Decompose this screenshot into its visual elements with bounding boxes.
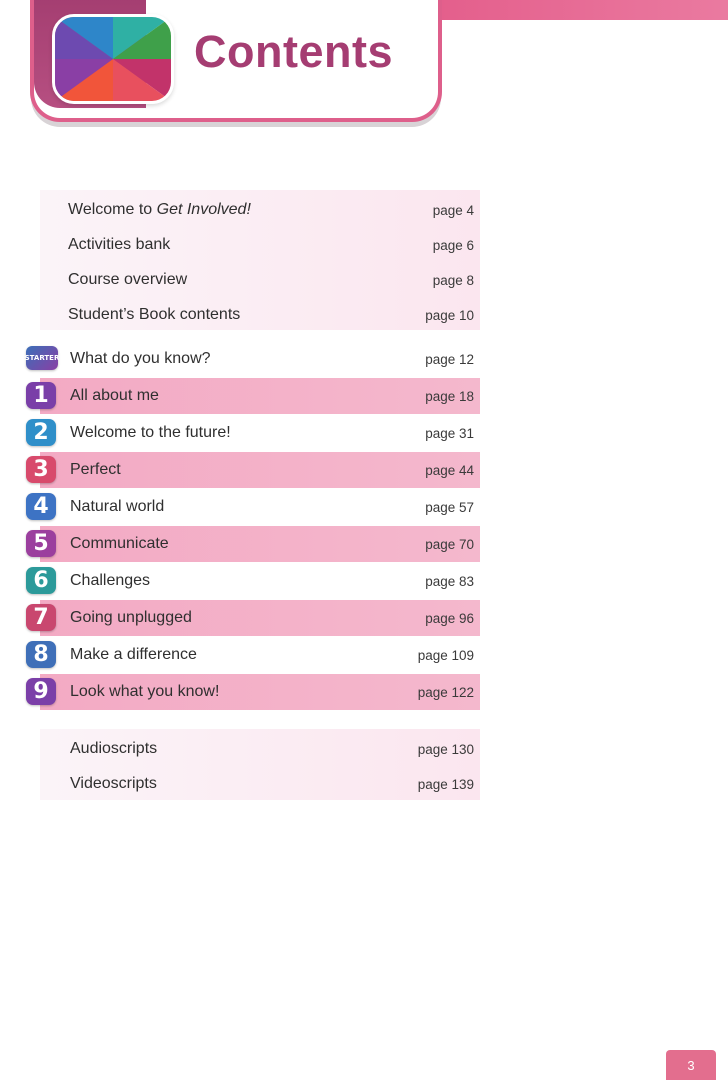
toc-item-page: page 122 (417, 684, 474, 700)
toc-item-page: page 130 (417, 741, 474, 757)
toc-item-activities-bank[interactable] (40, 227, 480, 263)
toc-item-label: Communicate (70, 535, 169, 552)
toc-item-page: page 4 (432, 202, 474, 218)
toc-unit-2[interactable] (40, 415, 480, 451)
toc-item-page: page 57 (425, 499, 474, 515)
toc-item-label: Challenges (70, 572, 151, 589)
starter-badge-icon: STARTER (26, 346, 58, 370)
unit-8-badge-icon: 8 (26, 641, 56, 668)
toc-item-label: Course overview (68, 271, 188, 288)
unit-3-badge-icon: 3 (26, 456, 56, 483)
toc-item-label: Audioscripts (70, 740, 158, 757)
unit-1-badge-icon: 1 (26, 382, 56, 409)
toc-unit-4[interactable] (40, 489, 480, 525)
toc-item-students-book-contents[interactable] (40, 297, 480, 333)
toc-item-page: page 96 (425, 610, 474, 626)
toc-item-label: What do you know? (70, 350, 211, 367)
toc-item-videoscripts[interactable] (40, 766, 480, 802)
toc-item-label: Perfect (70, 461, 121, 478)
toc-item-label: Natural world (70, 498, 165, 515)
toc-unit-1[interactable] (40, 378, 480, 414)
toc-unit-3[interactable] (40, 452, 480, 488)
unit-6-badge-icon: 6 (26, 567, 56, 594)
unit-4-badge-icon: 4 (26, 493, 56, 520)
toc-item-page: page 44 (425, 462, 474, 478)
toc-unit-8[interactable] (40, 637, 480, 673)
toc-item-audioscripts[interactable] (40, 731, 480, 767)
toc-item-page: page 12 (425, 351, 474, 367)
toc-item-page: page 70 (425, 536, 474, 552)
toc-item-page: page 10 (425, 307, 474, 323)
unit-7-badge-icon: 7 (26, 604, 56, 631)
toc-item-label: Student’s Book contents (68, 306, 241, 323)
toc-item-label: Going unplugged (70, 609, 192, 626)
page-title: Contents (194, 26, 393, 77)
toc-unit-starter[interactable] (40, 341, 480, 377)
toc-unit-7[interactable] (40, 600, 480, 636)
toc-item-label: Welcome to Get Involved! (68, 201, 251, 218)
toc-item-label: All about me (70, 387, 159, 404)
toc-item-page: page 31 (425, 425, 474, 441)
toc-item-page: page 18 (425, 388, 474, 404)
toc-unit-9[interactable] (40, 674, 480, 710)
unit-9-badge-icon: 9 (26, 678, 56, 705)
toc-item-page: page 109 (417, 647, 474, 663)
toc-item-page: page 83 (425, 573, 474, 589)
toc-item-course-overview[interactable] (40, 262, 480, 298)
unit-5-badge-icon: 5 (26, 530, 56, 557)
page-number-tab: 3 (666, 1050, 716, 1080)
toc-item-page: page 139 (417, 776, 474, 792)
toc-unit-6[interactable] (40, 563, 480, 599)
toc-item-label: Welcome to the future! (70, 424, 231, 441)
toc-item-page: page 6 (432, 237, 474, 253)
toc-item-label: Make a difference (70, 646, 197, 663)
toc-item-welcome[interactable] (40, 192, 480, 228)
toc-item-label: Activities bank (68, 236, 171, 253)
toc-item-page: page 8 (432, 272, 474, 288)
toc-item-label: Look what you know! (70, 683, 220, 700)
toc-unit-5[interactable] (40, 526, 480, 562)
unit-2-badge-icon: 2 (26, 419, 56, 446)
toc-item-label: Videoscripts (70, 775, 157, 792)
